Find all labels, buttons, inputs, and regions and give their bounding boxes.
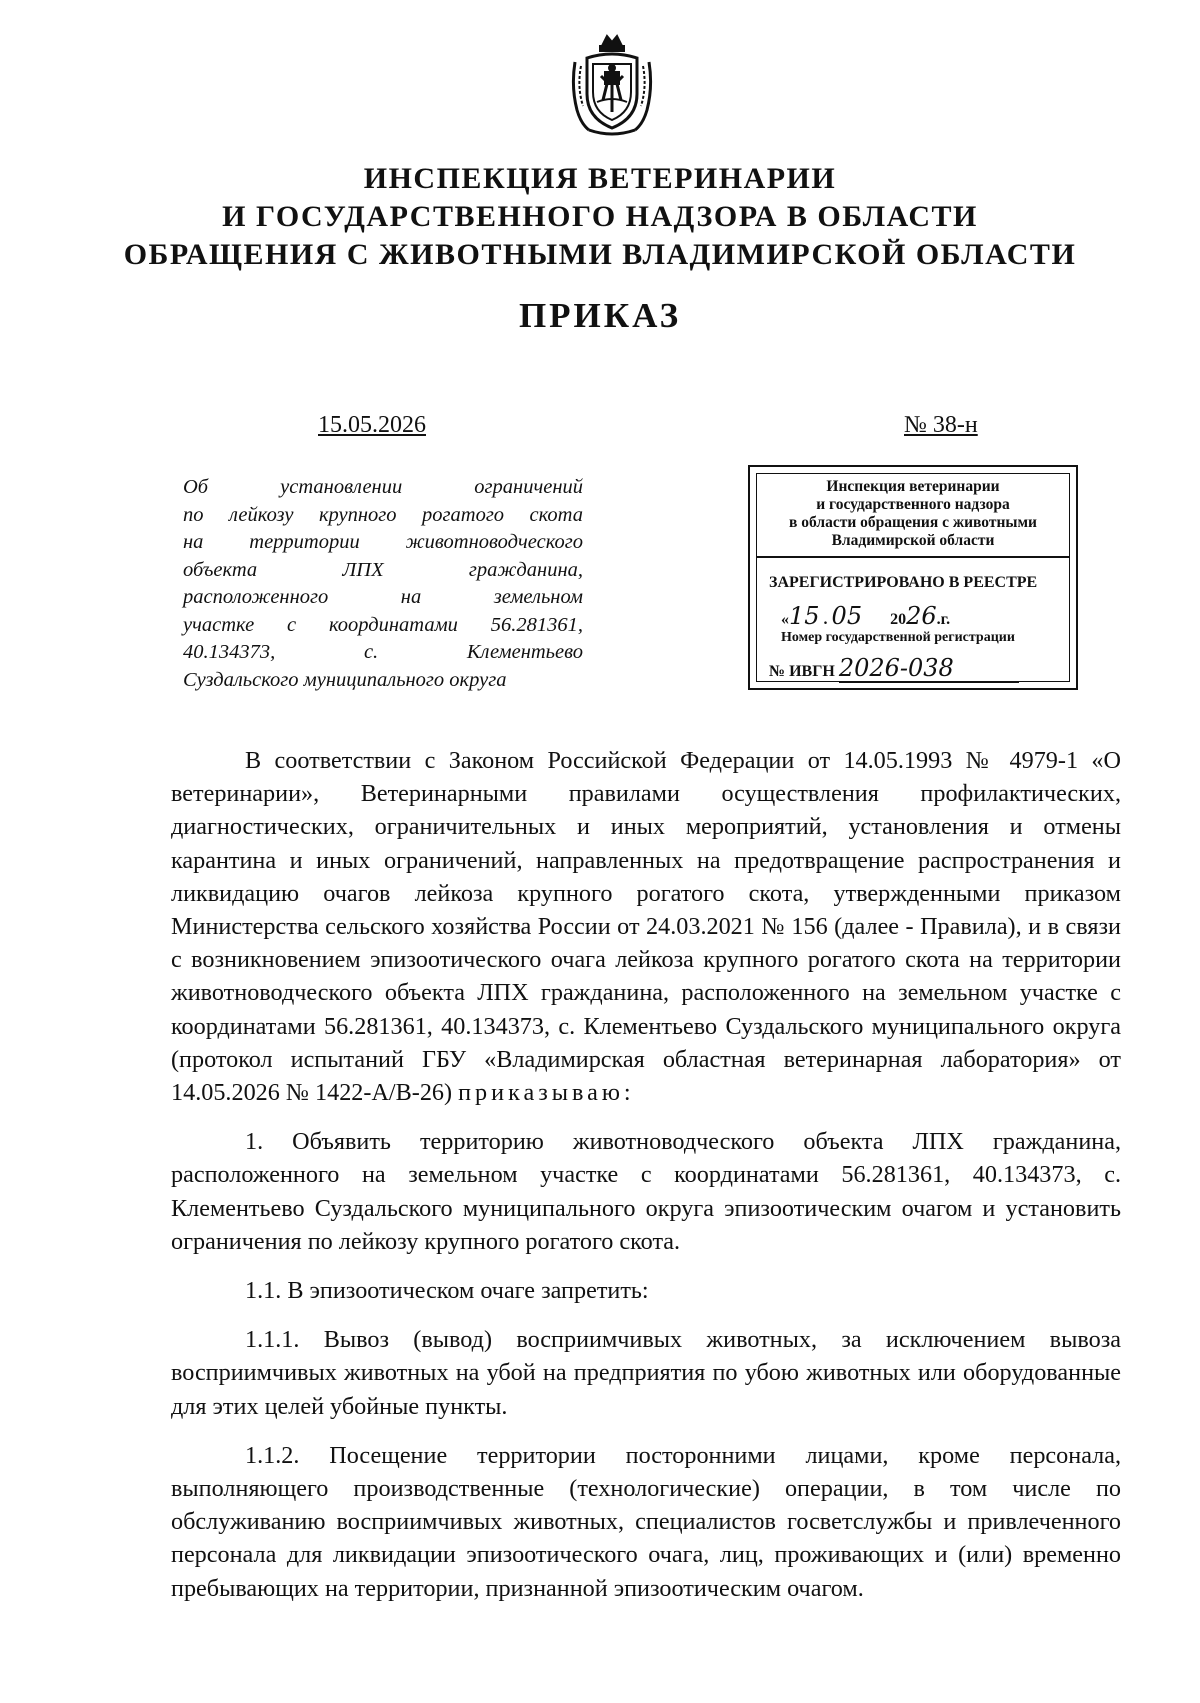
reg-year-suffix-label: .г. [936, 611, 951, 628]
body-paragraph: 1.1.2. Посещение территории посторонними лицами, кроме персонала, выполняющего производственные (технологические) операции, в том числе по обслуживанию восприимчивых животных, специалистов госветслужбы и привлеченного персонала для ликвидации эпизоотического очага, лиц, проживающих и (или) временно пребывающих на территории, признанной эпизоотическим очагом. [171, 1441, 1121, 1602]
reg-day: 15 [789, 602, 820, 630]
order-body [171, 744, 1121, 1621]
subject-line: 40.134373, с. Клементьево [183, 641, 583, 663]
reg-month: 05 [831, 602, 863, 630]
order-subject [183, 474, 583, 694]
stamp-org-line: Владимирской области [831, 532, 995, 549]
reg-year-suffix: 26 [906, 602, 937, 630]
stamp-org-line: в области обращения с животными [789, 514, 1037, 531]
subject-line: по лейкозу крупного рогатого скота [183, 503, 583, 526]
body-paragraph: 1.1.1. Вывоз (вывод) восприимчивых животных, за исключением вывоза восприимчивых животных на убой на предприятия по убою животных или оборудованные для этих целей убойные пункты. [171, 1326, 1121, 1420]
gos-registration-label: Номер государственной регистрации [781, 630, 1015, 645]
body-paragraph: 1. Объявить территорию животноводческого объекта ЛПХ гражданина, расположенного на земельном участке с координатами 56.281361, 40.134373, с. Клементьево Суздальского муниципального округа эпизоотическим очагом и установить ограничения по лейкозу крупного рогатого скота. [171, 1128, 1121, 1255]
order-date: 15.05.2026 [318, 412, 426, 438]
paragraph-text: В соответствии с Законом Российской Федерации от 14.05.1993 № 4979-1 «О ветеринарии», Ветеринарными правилами осуществления профилактических, диагностических, ограничительных и иных мероприятий, установления и отмены карантина и иных ограничений, направленных на предотвращение распространения и ликвидацию очагов лейкоза крупного рогатого скота, утвержденными приказом Министерства сельского хозяйства России от 24.03.2021 № 156 (далее - Правила), и в связи с возникновением эпизоотического очага лейкоза крупного рогатого скота на территории животноводческого объекта ЛПХ гражданина, расположенного на земельном участке с координатами 56.281361, 40.134373, с. Клементьево Суздальского муниципального округа (протокол испытаний ГБУ «Владимирская областная ветеринарная лаборатория» от 14.05.2026 № 1422-А/В-26) [171, 747, 1121, 1107]
ivgn-registration-number [769, 654, 1019, 683]
ivgn-number: 2026-038 [839, 654, 1019, 683]
stamp-org-line: и государственного надзора [816, 496, 1010, 513]
org-line: ИНСПЕКЦИЯ ВЕТЕРИНАРИИ [363, 162, 837, 195]
ivgn-label: № ИВГН [769, 663, 835, 680]
coat-of-arms-emblem [567, 32, 657, 138]
subject-line: расположенного на земельном [183, 586, 583, 608]
stamp-organization [757, 478, 1069, 550]
stamp-divider [757, 556, 1069, 558]
order-number: № 38-н [904, 412, 978, 438]
body-paragraph: 1.1. В эпизоотическом очаге запретить: [245, 1277, 649, 1305]
stamp-inner-frame [756, 473, 1070, 682]
reg-year-prefix: 20 [890, 611, 907, 628]
subject-line: участке с координатами 56.281361, [183, 613, 583, 636]
document-title: ПРИКАЗ [518, 296, 682, 335]
registration-date: «15 . 05 2026.г. [781, 602, 951, 630]
subject-line: Суздальского муниципального округа [183, 668, 507, 691]
registered-label: ЗАРЕГИСТРИРОВАНО В РЕЕСТРЕ [769, 574, 1038, 591]
order-verb: приказываю: [458, 1079, 635, 1107]
body-paragraph [171, 744, 1121, 1109]
organization-name [100, 160, 1100, 274]
registration-stamp [748, 465, 1078, 690]
subject-line: на территории животноводческого [183, 531, 583, 553]
subject-line: Об установлении ограничений [183, 476, 583, 498]
org-line: И ГОСУДАРСТВЕННОГО НАДЗОРА В ОБЛАСТИ [222, 200, 978, 233]
subject-line: объекта ЛПХ гражданина, [183, 558, 583, 581]
stamp-org-line: Инспекция ветеринарии [826, 478, 1000, 495]
org-line: ОБРАЩЕНИЯ С ЖИВОТНЫМИ ВЛАДИМИРСКОЙ ОБЛАСТИ [123, 238, 1077, 271]
